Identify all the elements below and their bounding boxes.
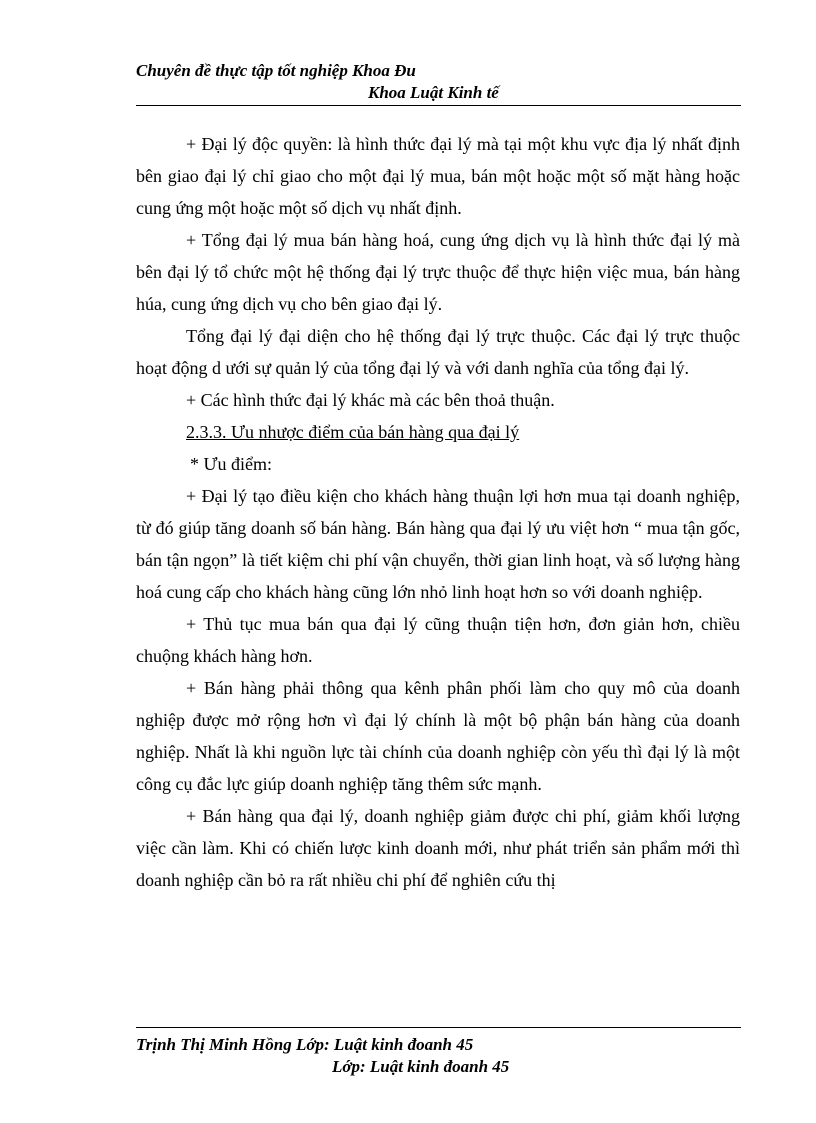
- paragraph: + Các hình thức đại lý khác mà các bên thoả thuận.: [186, 390, 555, 410]
- footer-class: Lớp: Luật kinh đoanh 45: [332, 1057, 510, 1076]
- footer-rule: [136, 1027, 741, 1028]
- paragraph: + Bán hàng phải thông qua kênh phân phối làm cho quy mô của doanh nghiệp được mở rộng hơn vì đại lý chính là một bộ phận bán hàng của doanh nghiệp. Nhất là khi nguồn lực tài chính của doanh nghiệp còn yếu thì đại lý là một công cụ đắc lực giúp doanh nghiệp tăng thêm sức mạnh.: [136, 678, 740, 794]
- section-heading: [136, 416, 740, 448]
- section-heading-text: 2.3.3. Ưu nhược điểm của bán hàng qua đại lý: [186, 422, 520, 442]
- paragraph: + Đại lý độc quyền: là hình thức đại lý mà tại một khu vực địa lý nhất định bên giao đại lý chỉ giao cho một đại lý mua, bán một hoặc một số mặt hàng hoặc cung ứng một hoặc một số dịch vụ nhất định.: [136, 134, 740, 218]
- header-title: Chuyên đề thực tập tốt nghiệp Khoa Đu: [136, 61, 416, 80]
- page-footer: [136, 1027, 741, 1078]
- paragraph: + Tổng đại lý mua bán hàng hoá, cung ứng dịch vụ là hình thức đại lý mà bên đại lý tổ chức một hệ thống đại lý trực thuộc để thực hiện việc mua, bán hàng húa, cung ứng dịch vụ cho bên giao đại lý.: [136, 230, 740, 314]
- header-faculty: Khoa Luật Kinh tế: [368, 83, 499, 102]
- header-rule: [136, 105, 741, 106]
- footer-author: Trịnh Thị Minh Hồng Lớp: Luật kinh đoanh 45: [136, 1035, 474, 1054]
- advantages-label: * Ưu điểm:: [190, 454, 272, 474]
- paragraph: + Đại lý tạo điều kiện cho khách hàng thuận lợi hơn mua tại doanh nghiệp, từ đó giúp tăng doanh số bán hàng. Bán hàng qua đại lý ưu việt hơn “ mua tận gốc, bán tận ngọn” là tiết kiệm chi phí vận chuyển, thời gian linh hoạt, và số lượng hàng hoá cung cấp cho khách hàng cũng lớn nhỏ linh hoạt hơn so với doanh nghiệp.: [136, 486, 740, 602]
- document-body: [136, 128, 740, 896]
- page-header: [136, 60, 741, 106]
- paragraph: + Bán hàng qua đại lý, doanh nghiệp giảm được chi phí, giảm khối lượng việc cần làm. Khi có chiến lược kinh doanh mới, như phát triển sản phẩm mới thì doanh nghiệp cần bỏ ra rất nhiều chi phí để nghiên cứu thị: [136, 806, 740, 890]
- paragraph: + Thủ tục mua bán qua đại lý cũng thuận tiện hơn, đơn giản hơn, chiều chuộng khách hàng hơn.: [136, 614, 740, 666]
- paragraph: Tổng đại lý đại diện cho hệ thống đại lý trực thuộc. Các đại lý trực thuộc hoạt động d ưới sự quản lý của tổng đại lý và với danh nghĩa của tổng đại lý.: [136, 326, 740, 378]
